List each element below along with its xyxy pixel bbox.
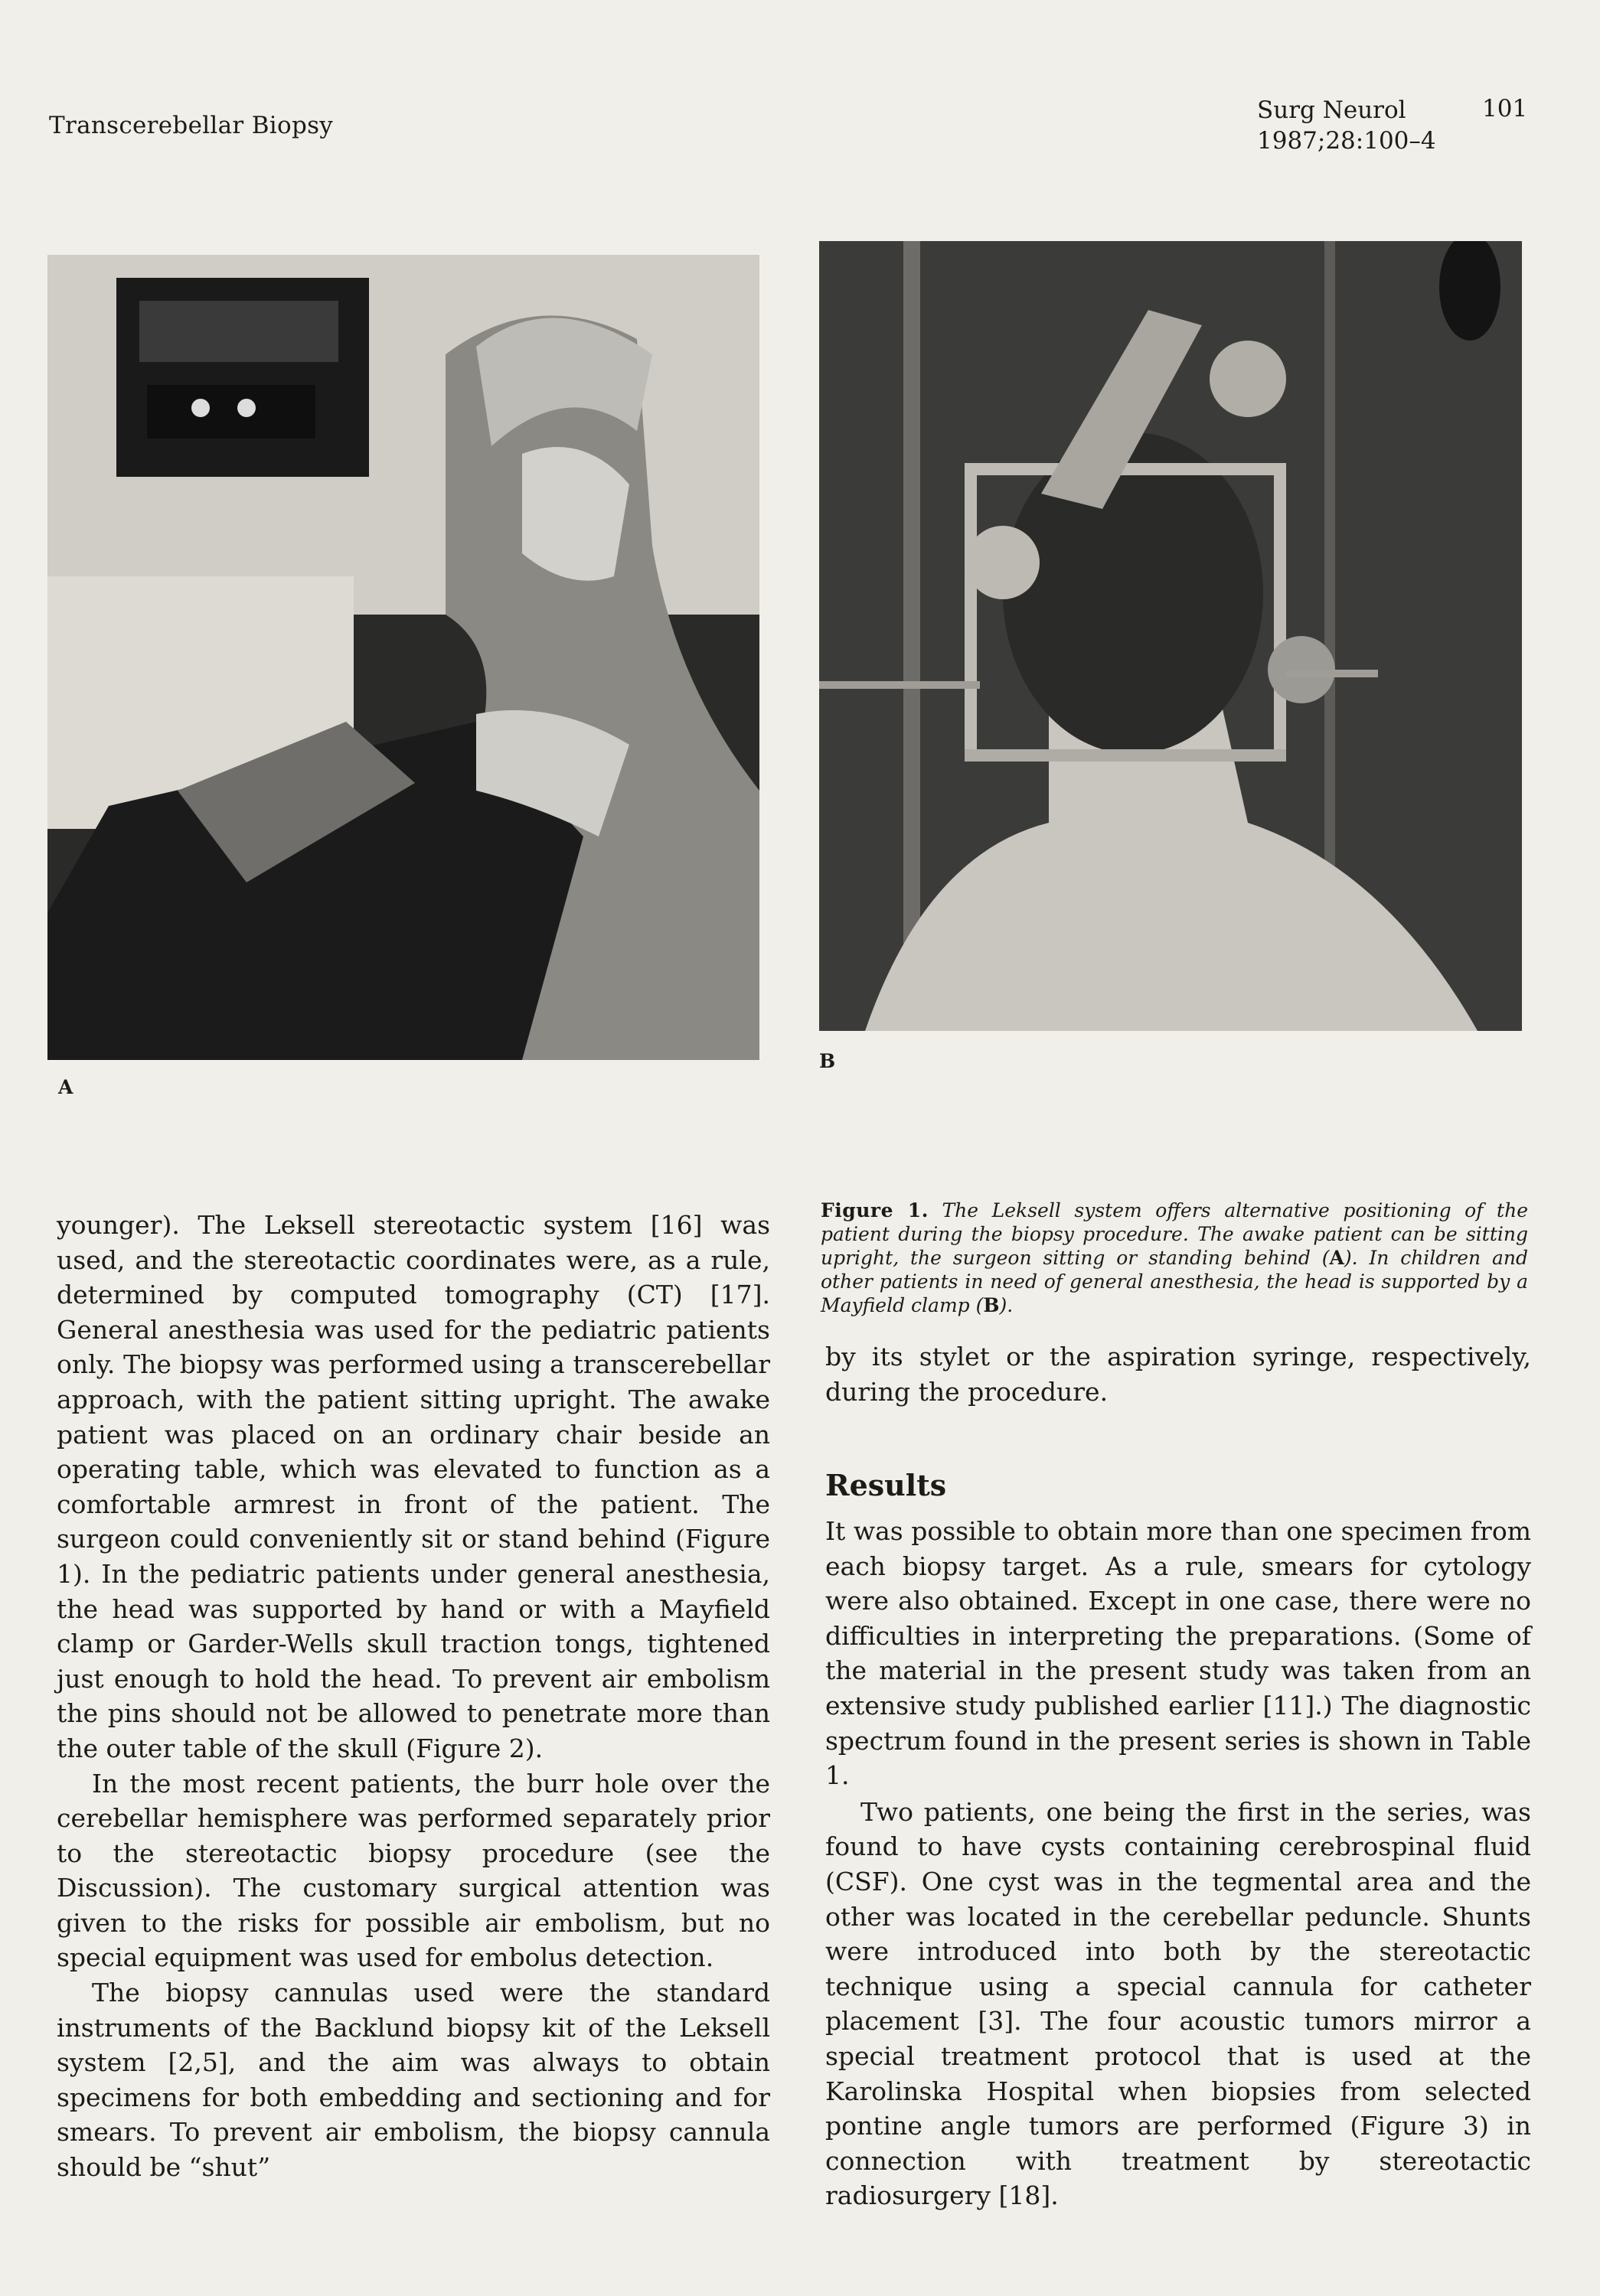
journal-name: Surg Neurol [1257,96,1406,124]
patient-frame-photo [819,241,1522,1031]
paragraph: It was possible to obtain more than one specimen from each biopsy target. As a rule, smears for cytology were also obtained. Except in one case, there were no difficulties in interpreting the preparations. (Some of the material in the present study was taken from an extensive study published earlier [11].) The diagnostic spectrum found in the present series is shown in Table 1. [825,1516,1531,1791]
caption-text: ). [999,1294,1014,1316]
journal-volume: 1987;28:100–4 [1257,127,1436,155]
journal-citation [1257,95,1436,156]
caption-text: The Leksell system offers alternative positioning of the patient during the biopsy procedure. The awake patient can be sitting upright, the surgeon sitting or standing behind ( [821,1199,1528,1269]
caption-ref-a: A [1329,1247,1344,1269]
caption-text: ). In children and other patients in need of general anesthesia, the head is supported by a Mayfield clamp ( [821,1247,1528,1316]
paragraph: younger). The Leksell stereotactic system [16] was used, and the stereotactic coordinates were, as a rule, determined by computed tomography (CT) [17]. General anesthesia was used for the pediatric patients only. The biopsy was performed using a transcerebellar approach, with the patient sitting upright. The awake patient was placed on an ordinary chair beside an operating table, which was elevated to function as a comfortable armrest in front of the patient. The surgeon could conveniently sit or stand behind (Figure 1). In the pediatric patients under general anesthesia, the head was supported by hand or with a Mayfield clamp or Garder-Wells skull traction tongs, tightened just enough to hold the head. To prevent air embolism the pins should not be allowed to penetrate more than the outer table of the skull (Figure 2). [57,1210,770,1763]
right-text-column [825,1514,1531,2213]
left-text-column [57,1208,770,2185]
figure-caption [821,1199,1528,1317]
paragraph: In the most recent patients, the burr hole over the cerebellar hemisphere was performed separately prior to the stereotactic biopsy procedure (see the Discussion). The customary surgical attention was given to the risks for possible air embolism, but no special equipment was used for embolus detection. [57,1768,770,1973]
paragraph: by its stylet or the aspiration syringe, respectively, during the procedure. [825,1342,1531,1407]
running-title: Transcerebellar Biopsy [49,112,334,139]
section-heading-results: Results [825,1468,947,1502]
figure-1a-photo [47,255,759,1060]
caption-ref-b: B [983,1294,1000,1316]
surgeon-operating-photo [47,255,759,1060]
page-number: 101 [1482,95,1528,122]
panel-b-label: B [819,1050,836,1072]
right-text-column-top [825,1339,1531,1409]
paragraph: The biopsy cannulas used were the standard instruments of the Backlund biopsy kit of the Leksell system [2,5], and the aim was always to obtain specimens for both embedding and sectioning and for smears. To prevent air embolism, the biopsy cannula should be “shut” [57,1978,770,2183]
caption-label: Figure 1. [821,1199,929,1221]
paragraph: Two patients, one being the first in the series, was found to have cysts containing cerebrospinal fluid (CSF). One cyst was in the tegmental area and the other was located in the cerebellar peduncle. Shunts were introduced into both by the stereotactic technique using a special cannula for catheter placement [3]. The four acoustic tumors mirror a special treatment protocol that is used at the Karolinska Hospital when biopsies from selected pontine angle tumors are performed (Figure 3) in connection with treatment by stereotactic radiosurgery [18]. [825,1796,1531,2211]
panel-a-label: A [58,1076,73,1098]
figure-1b-photo [819,241,1522,1031]
